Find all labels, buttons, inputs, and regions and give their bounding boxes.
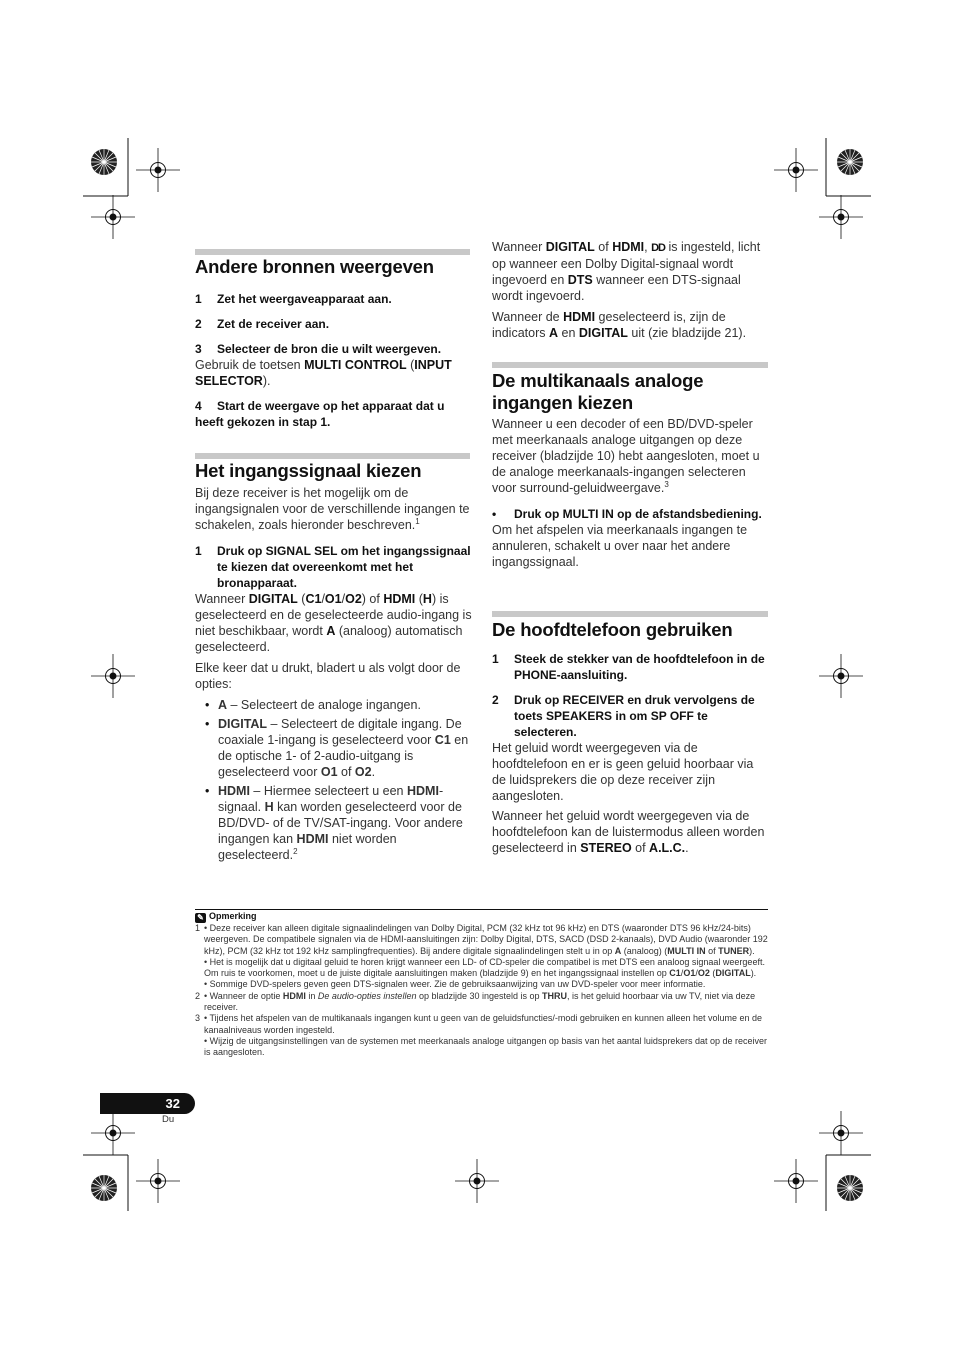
step: 4 Start de weergave op het apparaat dat u heeft gekozen in stap 1. — [195, 399, 445, 429]
section-title: De multikanaals analoge ingangen kiezen — [492, 370, 704, 413]
paragraph: Wanneer de HDMI geselecteerd is, zijn de indicators A en DIGITAL uit (zie bladzijde 21). — [492, 310, 747, 340]
paragraph: Wanneer DIGITAL of HDMI, DD is ingesteld, licht op wanneer een Dolby Digital-signaal wordt ingevoerd en DTS wanneer een DTS-signaal wordt ingevoerd. — [492, 240, 761, 303]
list-item: • HDMI – Hiermee selecteert u een HDMI-signaal. H kan worden geselecteerd voor de BD/DVD- of de TV/SAT-ingang. Voor andere ingangen kan HDMI niet worden geselecteerd.$^2$ — [195, 783, 473, 863]
section-rule — [195, 249, 470, 255]
bullet-step: • Druk op MULTI IN op de afstandsbediening. — [492, 507, 762, 521]
section-rule — [492, 611, 768, 617]
section-title: Het ingangssignaal kiezen — [195, 460, 422, 481]
paragraph: Wanneer het geluid wordt weergegeven via de hoofdtelefoon kan de luistermodus alleen worden geselecteerd in STEREO of A.L.C.. — [492, 809, 765, 855]
paragraph: Bij deze receiver is het mogelijk om de ingangsignalen voor de verschillende ingangen te schakelen, zoals hieronder beschreven.$^1$ — [195, 486, 470, 532]
step: 2 Druk op RECEIVER en druk vervolgens de toets SPEAKERS in om SP OFF te selecteren. — [492, 693, 755, 739]
paragraph: Wanneer DIGITAL (C1/O1/O2) of HDMI (H) is geselecteerd en de geselecteerde audio-ingang is niet beschikbaar, wordt A (analoog) automatisch geselecteerd. — [195, 592, 472, 654]
note-pencil-icon: ✎ — [195, 913, 206, 923]
paragraph: Wanneer u een decoder of een BD/DVD-speler met meerkanaals analoge uitgangen op deze receiver (bladzijde 10) hebt aangesloten, moet u de analoge meerkanaals-ingangen selecteren voor surround-geluidweergave.$^3$ — [492, 417, 760, 495]
step: 1 Druk op SIGNAL SEL om het ingangssignaal te kiezen dat overeenkomt met het bronapparaat. — [195, 544, 471, 590]
notes — [195, 909, 770, 1059]
section-title: Andere bronnen weergeven — [195, 256, 434, 277]
step: 1 Zet het weergaveapparaat aan. — [195, 292, 392, 306]
right-column-2 — [492, 370, 770, 570]
paragraph: Het geluid wordt weergegeven via de hoofdtelefoon en er is geen geluid hoorbaar via de luidsprekers die op deze receiver zijn aangesloten. — [492, 741, 754, 803]
option-list — [195, 697, 473, 863]
section-rule — [195, 453, 470, 459]
footnote: 1 • Deze receiver kan alleen digitale signaalindelingen van Dolby Digital, PCM (32 kHz tot 96 kHz) en DTS (waaronder DTS 96 kHz/24-bits) weergeven. De compatibele signalen via de HDMI-aansluitingen zijn: Dolby Digital, DTS, SACD (DSD 2-kanaals), DVD Audio (waaronder 192 kHz), PCM (32 kHz tot 192 kHz samplingfrequenties). Bij andere digitale signaalindelingen stelt u in op A (analoog) (MULTI IN of TUNER). • Het is mogelijk dat u digitaal geluid te horen krijgt wanneer een LD- of CD-speler die compatibel is met DTS een analoog signaal weergeeft. Om ruis te voorkomen, moet u de juiste digitale aansluitingen maken (bladzijde 9) en het ingangssignaal instellen op C1/O1/O2 (DIGITAL). • Sommige DVD-spelers geven geen DTS-signalen weer. Zie de gebruiksaanwijzing van uw DVD-speler voor meer informatie. — [195, 923, 768, 990]
right-column-3 — [492, 619, 770, 856]
left-column — [195, 256, 473, 430]
dolby-digital-indicator-icon: DD — [651, 242, 665, 254]
section-title: De hoofdtelefoon gebruiken — [492, 619, 733, 640]
paragraph: Om het afspelen via meerkanaals ingangen te annuleren, schakelt u over naar het andere ingangssignaal. — [492, 523, 748, 569]
paragraph: Elke keer dat u drukt, bladert u als volgt door de opties: — [195, 661, 461, 691]
right-column — [492, 239, 770, 341]
step: 2 Zet de receiver aan. — [195, 317, 330, 331]
language-code: Du — [162, 1114, 175, 1125]
page-number: 32 — [100, 1093, 195, 1114]
list-item: • DIGITAL – Selecteert de digitale ingang. De coaxiale 1-ingang is geselecteerd voor C1 en de optische 1- of 2-audio-uitgang is geselecteerd voor O1 of O2. — [195, 716, 473, 780]
notes-heading: ✎ Opmerking — [195, 910, 770, 923]
paragraph: Gebruik de toetsen MULTI CONTROL (INPUT SELECTOR). — [195, 358, 452, 388]
step: 1 Steek de stekker van de hoofdtelefoon in de PHONE-aansluiting. — [492, 652, 765, 682]
list-item: • A – Selecteert de analoge ingangen. — [195, 697, 473, 713]
footnote: 3 • Tijdens het afspelen van de multikanaals ingangen kunt u geen van de geluidsfuncties/-modi gebruiken en kunnen alleen het volume en de kanaalniveaus worden ingesteld. • Wijzig de uitgangsinstellingen van de systemen met meerkanaals analoge uitgangen op basis van het aantal luidsprekers dat op de receiver is aangesloten. — [195, 1013, 767, 1058]
left-column-2 — [195, 460, 473, 863]
footnote: 2 • Wanneer de optie HDMI in De audio-opties instellen op bladzijde 30 ingesteld is op THRU, is het geluid hoorbaar via uw TV, niet via deze receiver. — [195, 990, 756, 1013]
step: 3 Selecteer de bron die u wilt weergeven. — [195, 342, 442, 356]
section-rule — [492, 362, 768, 368]
